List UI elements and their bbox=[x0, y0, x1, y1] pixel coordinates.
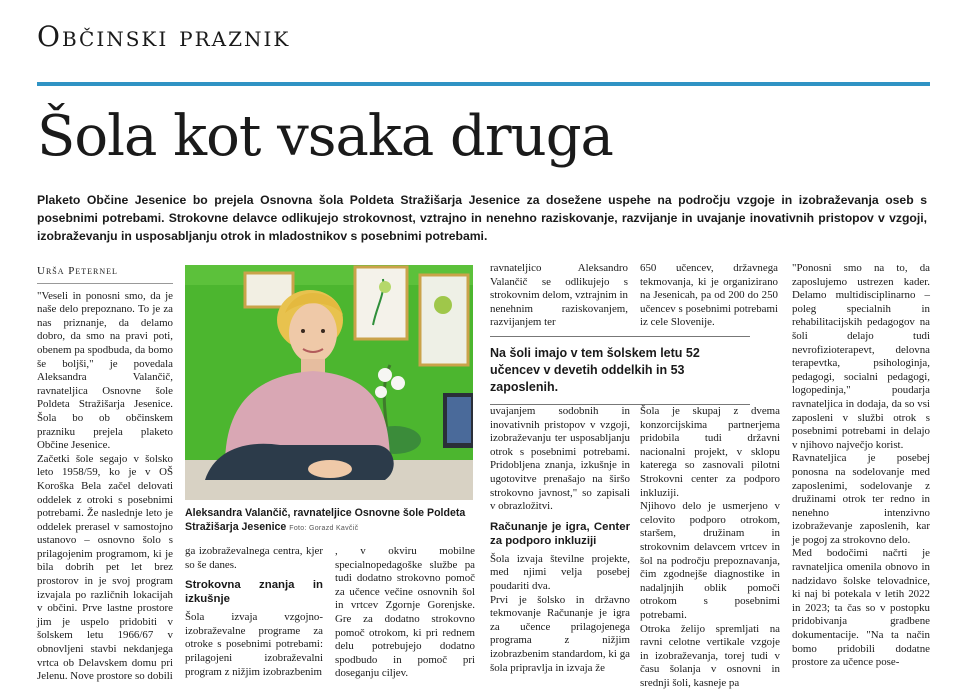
column-3-text-3: Šola izvaja številne projekte, med njimi velja posebej poudariti dva. bbox=[490, 553, 630, 594]
article-column-1 bbox=[37, 265, 173, 675]
column-4-text-3: Njihovo delo je usmerjeno v celovito podporo otrokom, staršem, družinam in strokovnim delavcem vrtcev in šol na področju prepoznavanja, čim zgodnejše diagnostike in nadaljnjih oblik pomoči otrokom s posebnimi potrebami. bbox=[640, 500, 780, 622]
photo-credit: Foto: Gorazd Kavčič bbox=[289, 525, 358, 532]
column-3-text-1: ravnateljico Aleksandro Valančič se odlikujejo s strokovnim delom, vztrajnim in nenehnim raziskovanjem, razvijanjem ter bbox=[490, 262, 628, 330]
article-column-4-top bbox=[640, 262, 778, 332]
subheading-racunanje: Računanje je igra, Center za podporo inkluziji bbox=[490, 520, 630, 548]
section-title: Občinski praznik bbox=[37, 20, 290, 53]
column-3-text-4: Prvi je šolsko in državno tekmovanje Računanje je igra za učence prilagojenega programa z nižjim izobrazbenim standardom, ki ga šola pripravlja in izvaja že bbox=[490, 594, 630, 676]
headline: Šola kot vsaka druga bbox=[37, 104, 613, 169]
section-divider bbox=[37, 82, 930, 86]
article-column-5 bbox=[792, 262, 930, 675]
pull-quote: Na šoli imajo v tem šolskem letu 52 učencev v devetih oddelkih in 53 zaposlenih. bbox=[490, 336, 750, 405]
article-column-3 bbox=[490, 405, 630, 675]
column-2-text-2: Šola izvaja vzgojno-izobraževalne programe za otroke s posebnimi potrebami: prilagojeni izobraževalni program z nižjim izobrazbenim bbox=[185, 611, 323, 679]
subheading-strokovna-znanja: Strokovna znanja in izkušnje bbox=[185, 578, 323, 606]
column-4-text-1: 650 učencev, državnega tekmovanja, ki je organizirano na Jesenicah, pa od 200 do 250 učencev s posebnimi potrebami iz cele Slovenije. bbox=[640, 262, 778, 330]
column-5-text-3: Med bodočimi načrti je ravnateljica omenila obnovo in nadzidavo šolske telovadnice, ki naj bi potekala v letih 2022 in 2023; ta čas so v postopku pridobivanja gradbene dokumentacije. "Na ta način bomo pridobili dodatne prostore za učence pose- bbox=[792, 547, 930, 669]
article-column-2 bbox=[185, 545, 323, 675]
photo-caption-text: Aleksandra Valančič, ravnateljice Osnovne šole Poldeta Stražišarja Jesenice bbox=[185, 507, 465, 533]
column-5-text-1: "Ponosni smo na to, da zaposlujemo ustrezen kader. Delamo multidisciplinarno – poleg specialnih in rehabilitacijskih pedagogov na šoli delajo tudi nevrofizioterapevt, delovna terapevtka, psihologinja, pedagogi, socialni pedagogi, logopedinja," poudarja ravnateljica in dodaja, da so vsi zaposleni v službi otrok s posebnimi potrebami in delajo v njihovo največjo korist. bbox=[792, 262, 930, 452]
lead-paragraph: Plaketo Občine Jesenice bo prejela Osnovna šola Poldeta Stražišarja Jesenice za dosežene uspehe na področju vzgoje in izobraževanja oseb s posebnimi potrebami. Strokovne delavce odlikujejo strokovnost, vztrajno in nenehno raziskovanje, razvijanje in uvajanje inovativnih pristopov v vzgoji, izobraževanju in usposabljanju otrok in mladostnikov s posebnimi potrebami. bbox=[37, 191, 927, 245]
column-3-text-2: uvajanjem sodobnih in inovativnih pristopov v vzgoji, izobraževanju ter usposabljanju otrok s posebnimi potrebami. Pridobljena znanja, izkušnje in ugotovitve prenašajo na širšo strokovno javnost," so zapisali v obrazložitvi. bbox=[490, 405, 630, 514]
column-1-paragraph-2: Začetki šole segajo v šolsko leto 1958/59, ko je v OŠ Koroška Bela začel delovati oddelek z otroki s posebnimi potrebami. Že naslednje leto je oddelek prerasel v samostojno ustanovo – osnovno šolo s prilagojenim programom, ki je bila dobrih pet let brez prostorov in je svoj program izvajala po različnih lokacijah v občini. Prve lastne prostore jim je uspelo pridobiti v šolskem letu 1966/67 v obnovljeni stavbi nekdanjega vrtca ob Delavskem domu pri Jelenu. Nove prostore so dobili bbox=[37, 453, 173, 684]
article-column-2b bbox=[335, 545, 475, 675]
column-1-paragraph-1: "Veseli in ponosni smo, da je naše delo prepoznano. To je za nas priznanje, da delamo dobro, da smo na pravi poti, obenem pa spodbuda, da bomo še boljši," je povedala Aleksandra Valančič, ravnateljica Osnovne šole Poldeta Stražišarja Jesenice. Šola bo ob občinskem prazniku prejela plaketo Občine Jesenice. bbox=[37, 290, 173, 453]
column-4-text-4: Otroka želijo spremljati na ravni celotne vertikale vzgoje in izobraževanja, torej tudi v času šolanja v osnovni in srednji šoli, kasneje pa bbox=[640, 623, 780, 690]
column-2-text-1: ga izobraževalnega centra, kjer so še danes. bbox=[185, 545, 323, 572]
portrait-photo bbox=[185, 265, 473, 500]
column-2b-text: , v okviru mobilne specialnopedagoške službe pa tudi dodatno strokovno pomoč za učence večine osnovnih šol in vrtcev Zgornje Gorenjske. Gre za dodatno strokovno pomoč otrokom, ki pri rednem delu potrebujejo dodatno spodbudo in pomoč pri doseganju ciljev. bbox=[335, 545, 475, 681]
article-column-3-top bbox=[490, 262, 628, 332]
column-4-text-2: Šola je skupaj z dvema konzorcijskima partnerjema pridobila tudi državni nacionalni projekt, v sklopu katerega so zasnovali pilotni Strokovni center za podporo inkluziji. bbox=[640, 405, 780, 500]
column-5-text-2: Ravnateljica je posebej ponosna na sodelovanje med zaposlenimi, sodelovanje z družinami otrok ter redno in nenehno intenzivno izobraževanje zaposlenih, kar je pogoj za strokovno delo. bbox=[792, 452, 930, 547]
photo-caption bbox=[185, 506, 480, 536]
byline: Urša Peternel bbox=[37, 265, 173, 284]
article-column-4 bbox=[640, 405, 780, 675]
